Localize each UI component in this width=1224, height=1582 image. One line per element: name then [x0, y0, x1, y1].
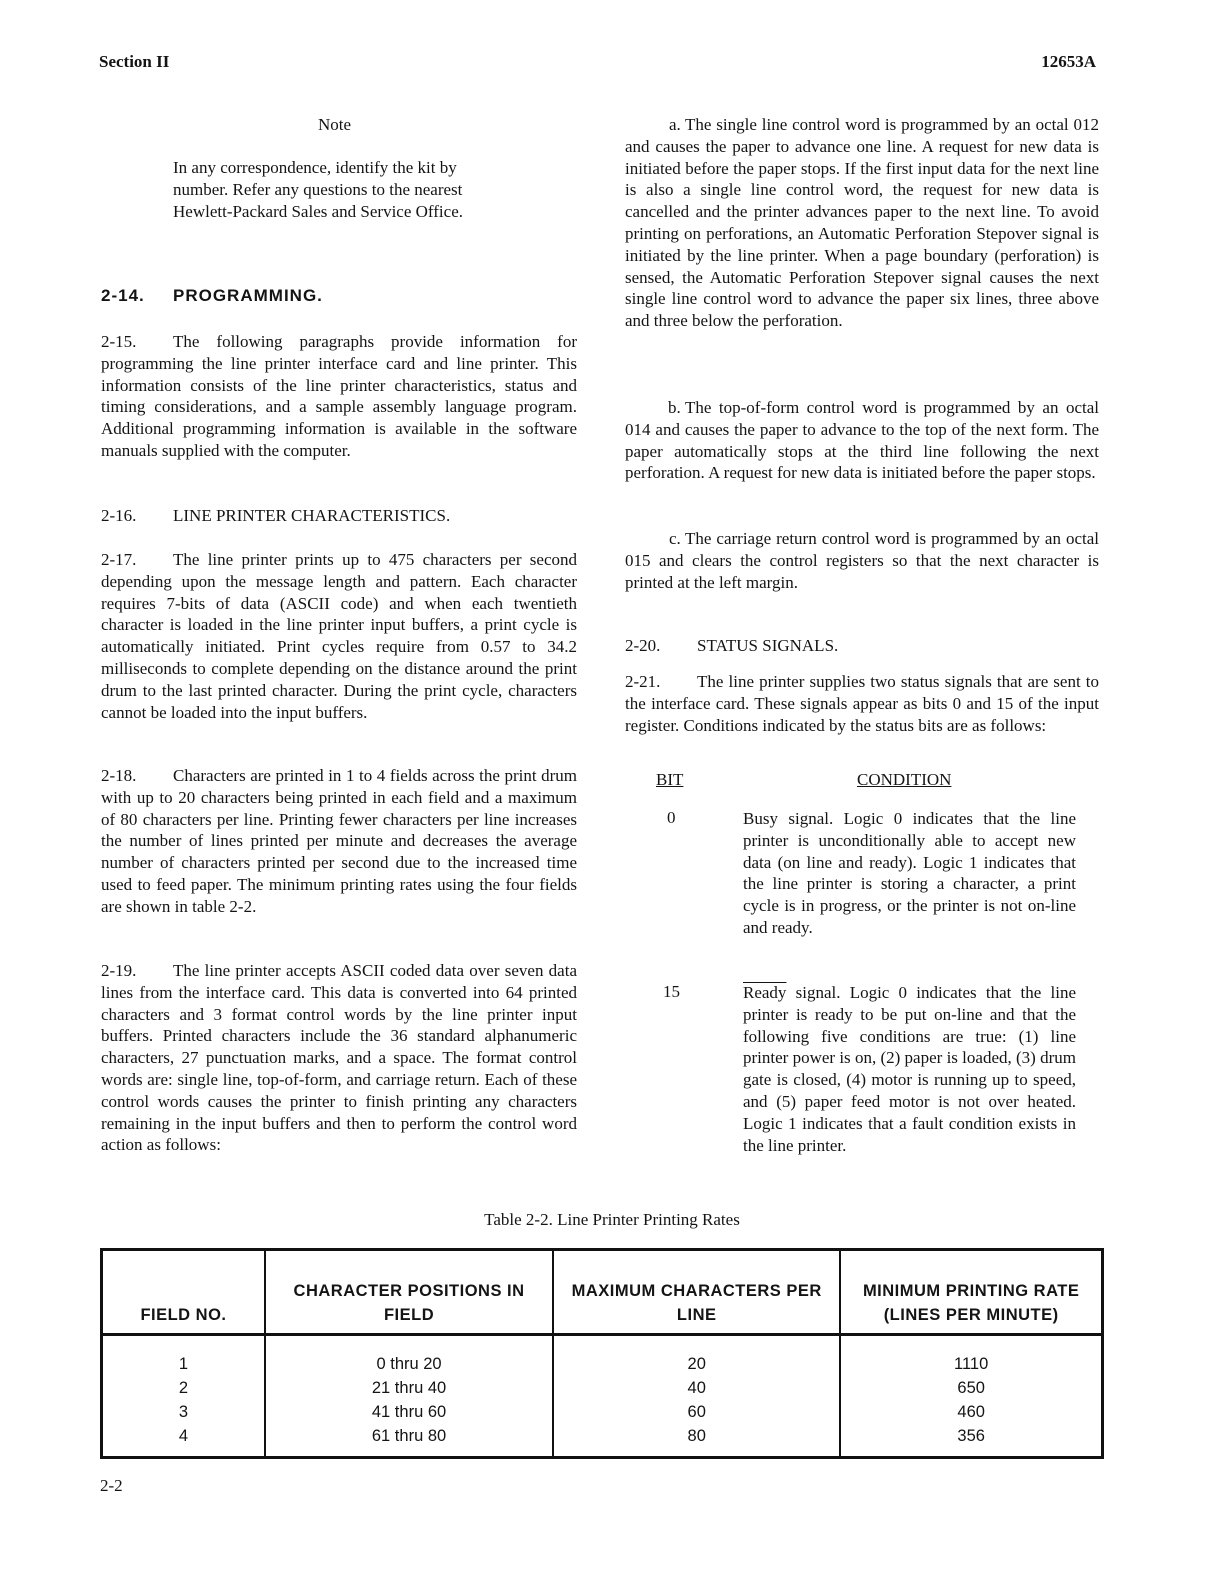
table-cell: 21 thru 40: [265, 1376, 553, 1400]
condition-column-header: CONDITION: [857, 770, 952, 789]
table-row: [102, 1424, 1103, 1458]
column-header: FIELD NO.: [102, 1250, 265, 1335]
bit-number: 0: [667, 808, 676, 827]
table-row: [102, 1376, 1103, 1400]
column-header: MINIMUM PRINTING RATE (LINES PER MINUTE): [840, 1250, 1102, 1335]
note-body: In any correspondence, identify the kit by number. Refer any questions to the nearest Hewlett-Packard Sales and Service Office.: [173, 158, 463, 221]
printing-rates-table: [100, 1248, 1104, 1459]
paragraph-text: The following paragraphs provide information for programming the line printer interface card and line printer. This information consists of the line printer characteristics, status and timing considerations, and a sample assembly language program. Additional programming information is available in the software manuals supplied with the computer.: [101, 332, 577, 460]
paragraph-2-18: [101, 765, 577, 918]
table-cell: 650: [840, 1376, 1102, 1400]
paragraph-number: 2-17.: [101, 550, 137, 569]
condition-text: signal. Logic 0 indicates that the line printer is unconditionally able to accept new data (on line and ready). Logic 1 indicates that the line printer is storing a character, a print cycle is in progress, or the printer is not on-line and ready.: [743, 809, 1076, 937]
item-letter: a.: [668, 115, 681, 134]
paragraph-number: 2-19.: [101, 961, 137, 980]
item-text: The single line control word is programmed by an octal 012 and causes the paper to advance one line. A request for new data is initiated before the paper stops. If the first input data for the next line is also a single line control word, the request for new data is cancelled and the printer advances paper to the next line. To avoid printing on perforations, an Automatic Perforation Stepover signal is initiated by the line printer. When a page boundary (perforation) is sensed, the Automatic Perforation Stepover signal causes the next single line control word to advance the paper six lines, three above and three below the perforation.: [625, 115, 1099, 331]
bit-condition: [743, 982, 1076, 1156]
page-number: 2-2: [100, 1476, 123, 1495]
signal-name: Busy: [743, 809, 778, 828]
table-cell: 2: [102, 1376, 265, 1400]
heading-number: 2-14.: [101, 286, 145, 305]
table-cell: 0 thru 20: [265, 1335, 553, 1377]
table-cell: 4: [102, 1424, 265, 1458]
paragraph-text: The line printer supplies two status signals that are sent to the interface card. These signals appear as bits 0 and 15 of the input register. Conditions indicated by the status bits are as follows:: [625, 672, 1099, 735]
paragraph-number: 2-15.: [101, 332, 137, 351]
table-cell: 460: [840, 1400, 1102, 1424]
list-item-a: [625, 114, 1099, 332]
subheading-characteristics: [101, 505, 577, 527]
paragraph-2-19: [101, 960, 577, 1156]
table-cell: 41 thru 60: [265, 1400, 553, 1424]
table-header-row: [102, 1250, 1103, 1335]
subheading-title: LINE PRINTER CHARACTERISTICS.: [173, 506, 451, 525]
paragraph-number: 2-18.: [101, 766, 137, 785]
paragraph-2-15: [101, 331, 577, 462]
table-cell: 60: [553, 1400, 840, 1424]
table-cell: 3: [102, 1400, 265, 1424]
signal-name: Ready: [743, 983, 787, 1002]
heading-title: PROGRAMMING.: [173, 286, 323, 305]
item-text: The carriage return control word is programmed by an octal 015 and clears the control registers so that the next character is printed at the left margin.: [625, 529, 1099, 592]
list-item-c: [625, 528, 1099, 593]
note-title: Note: [318, 115, 352, 134]
condition-text: signal. Logic 0 indicates that the line printer is ready to be put on-line and that the following five conditions are true: (1) line printer power is on, (2) paper is loaded, (3) drum gate is closed, (4) motor is running up to speed, and (5) paper feed motor is not over heated. Logic 1 indicates that a fault condition exists in the line printer.: [743, 983, 1076, 1155]
table-row: [102, 1335, 1103, 1377]
list-item-b: [625, 397, 1099, 484]
table-row: [102, 1400, 1103, 1424]
column-header: CHARACTER POSITIONS IN FIELD: [265, 1250, 553, 1335]
subheading-status-signals: [625, 635, 1099, 657]
paragraph-text: The line printer accepts ASCII coded data over seven data lines from the interface card. This data is converted into 64 printed characters and 3 format control words by the line printer input buffers. Printed characters include the 36 standard alphanumeric characters, 27 punctuation marks, and a space. The format control words are: single line, top-of-form, and carriage return. Each of these control words causes the printer to finish printing any characters remaining in the input buffers and then to perform the control word action as follows:: [101, 961, 577, 1155]
section-heading-programming: [101, 286, 323, 306]
subheading-title: STATUS SIGNALS.: [697, 636, 839, 655]
paragraph-number: 2-20.: [625, 636, 661, 655]
table-cell: 1110: [840, 1335, 1102, 1377]
bit-condition: [743, 808, 1076, 939]
paragraph-2-21: [625, 671, 1099, 736]
item-text: The top-of-form control word is programmed by an octal 014 and causes the paper to advance to the top of the next form. The paper automatically stops at the third line following the next perforation. A request for new data is initiated before the paper stops.: [625, 398, 1099, 483]
paragraph-text: Characters are printed in 1 to 4 fields across the print drum with up to 20 characters being printed in each field and a maximum of 80 characters per line. Printing fewer characters per line increases the number of lines printed per minute and decreases the average number of characters printed per second due to the increased time used to feed paper. The minimum printing rates using the four fields are shown in table 2-2.: [101, 766, 577, 916]
paragraph-number: 2-16.: [101, 506, 137, 525]
model-number: 12653A: [1041, 52, 1096, 71]
bit-number: 15: [663, 982, 680, 1001]
table-cell: 356: [840, 1424, 1102, 1458]
paragraph-text: The line printer prints up to 475 characters per second depending upon the message length and pattern. Each character requires 7-bits of data (ASCII code) and when each twentieth character is loaded in the line printer input buffers, a print cycle is automatically initiated. Print cycles require from 0.57 to 34.2 milliseconds to complete depending on the distance around the print drum to the last printed character. During the print cycle, characters cannot be loaded into the input buffers.: [101, 550, 577, 722]
section-label: Section II: [99, 52, 170, 71]
bit-column-header: BIT: [656, 770, 684, 789]
table-cell: 20: [553, 1335, 840, 1377]
table-cell: 80: [553, 1424, 840, 1458]
table-cell: 61 thru 80: [265, 1424, 553, 1458]
table-caption: Table 2-2. Line Printer Printing Rates: [484, 1210, 740, 1229]
column-header: MAXIMUM CHARACTERS PER LINE: [553, 1250, 840, 1335]
paragraph-number: 2-21.: [625, 672, 661, 691]
item-letter: b.: [668, 398, 681, 417]
item-letter: c.: [668, 529, 681, 548]
table-cell: 1: [102, 1335, 265, 1377]
table-cell: 40: [553, 1376, 840, 1400]
paragraph-2-17: [101, 549, 577, 723]
